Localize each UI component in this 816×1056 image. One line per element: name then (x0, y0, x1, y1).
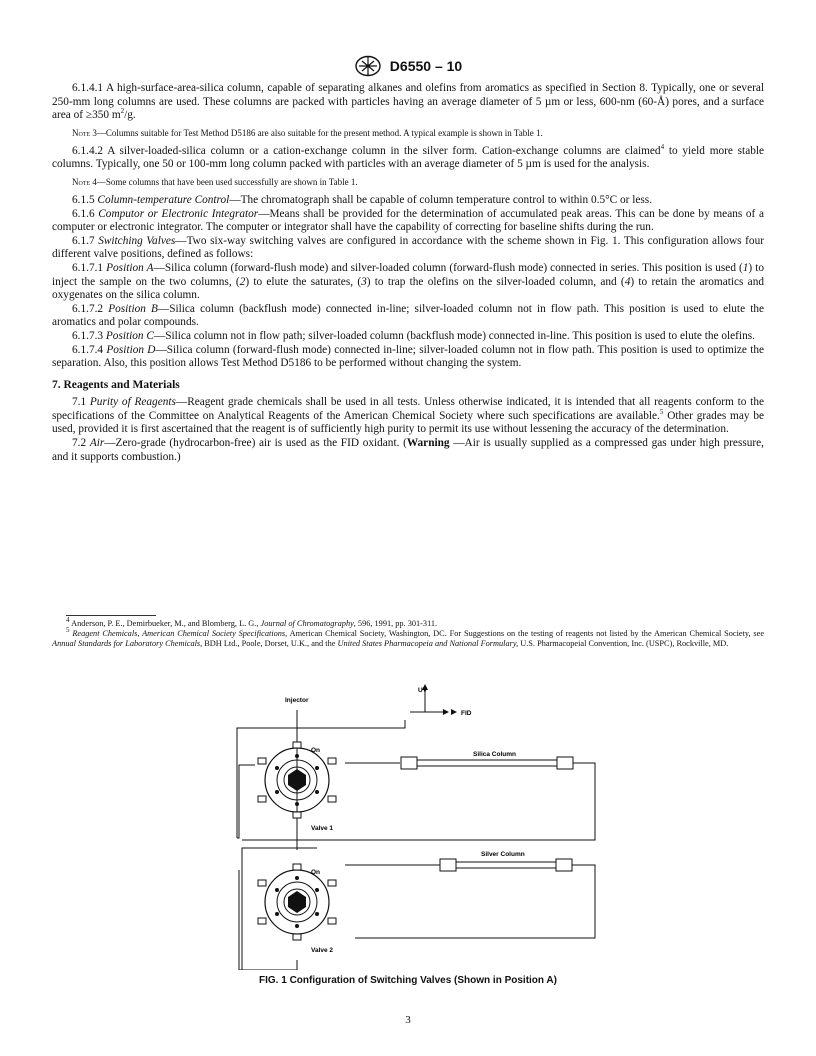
paragraph-6-1-7-3: 6.1.7.3 Position C—Silica column not in flow path; silver-loaded column (backflush mode) connected in-line. This position is used to elute the olefins. (72, 329, 755, 342)
paragraph-6-1-6: 6.1.6 Computor or Electronic Integrator—Means shall be provided for the determination of accumulated peak areas. This can be done by means of a computer or electronic integrator. The computer or integrator shall have the capability of correcting for baseline shifts during the run. (52, 207, 764, 234)
paragraph-6-1-7: 6.1.7 Switching Valves—Two six-way switching valves are configured in accordance with the scheme shown in Fig. 1. This configuration allows four different valve positions, defined as follows: (52, 234, 764, 261)
injector-label: Injector (285, 697, 309, 704)
paragraph-6-1-7-2: 6.1.7.2 Position B—Silica column (backflush mode) connected in-line; silver-loaded column not in flow path. This position is used to elute the aromatics and polar compounds. (52, 302, 765, 329)
flow-arrows (422, 684, 457, 715)
switching-valves-diagram (225, 680, 615, 970)
section-7-heading: 7. Reagents and Materials (52, 378, 180, 391)
page-header (0, 55, 816, 77)
footnote-rule (66, 615, 156, 616)
valve-2-icon (258, 864, 336, 940)
note-3: Note 3—Columns suitable for Test Method D5186 are also suitable for the present method. A typical example is shown in Table 1. (72, 127, 543, 138)
paragraph-6-1-4-2: 6.1.4.2 A silver-loaded-silica column or a cation-exchange column in the silver form. Cation-exchange columns are claimed$^4$ to yield more stable columns. Typically, one 50 or 100-mm long column packed with particles with an average diameter of 5 µm is used for the analysis. (52, 143, 765, 171)
valve-1-on-label: On (311, 747, 321, 754)
valve-1-label: Valve 1 (311, 825, 334, 832)
fid-label: FID (461, 710, 472, 717)
silica-column-label: Silica Column (473, 751, 516, 758)
footnote-4: $^4$ Anderson, P. E., Demirbueker, M., and Blomberg, L. G., Journal of Chromatography, 596, 1991, pp. 301-311. (66, 616, 438, 628)
footnote-5: $^5$ Reagent Chemicals, American Chemical Society Specifications, American Chemical Society, Washington, DC. For Suggestions on the testing of reagents not listed by the American Chemical Society, see Annual Standards for Laboratory Chemicals, BDH Ltd., Poole, Dorset, U.K., and the United States Pharmacopeia and National Formulary, U.S. Pharmacopeial Convention, Inc. (USPC), Rockville, MD. (52, 626, 764, 649)
valve-2-on-label: On (311, 869, 321, 876)
main-text (52, 82, 764, 464)
footnotes (52, 616, 764, 650)
page-number: 3 (405, 1014, 411, 1026)
valve-2-label: Valve 2 (311, 947, 334, 954)
paragraph-7-2: 7.2 Air—Zero-grade (hydrocarbon-free) air is used as the FID oxidant. (Warning —Air is usually supplied as a compressed gas under high pressure, and it supports combustion.) (52, 437, 764, 463)
uv-label: UV (418, 687, 428, 694)
paragraph-6-1-4-1: 6.1.4.1 A high-surface-area-silica column, capable of separating alkanes and olefins from aromatics as specified in Section 8. Typically, one or several 250-mm long columns are used. These columns are packed with particles having an average diameter of 5 µm or less, 600-nm (60-Å) pores, and a surface area of ≥350 $m^2/g$. (52, 82, 764, 122)
note-4: Note 4—Some columns that have been used successfully are shown in Table 1. (72, 176, 358, 187)
paragraph-6-1-5: 6.1.5 Column-temperature Control—The chromatograph shall be capable of column temperature control to within 0.5°C or less. (72, 193, 653, 206)
figure-caption: FIG. 1 Configuration of Switching Valves (Shown in Position A) (259, 975, 557, 986)
paragraph-6-1-7-1: 6.1.7.1 Position A—Silica column (forward-flush mode) and silver-loaded column (forward-flush mode) connected in series. This position is used (1) to inject the sample on the two columns, (2) to elute the saturates, (3) to trap the olefins on the silver-loaded column, and (4) to retain the aromatics and oxygenates on the silica column. (52, 261, 765, 302)
silver-column-label: Silver Column (481, 851, 525, 858)
paragraph-7-1: 7.1 Purity of Reagents—Reagent grade chemicals shall be used in all tests. Unless otherwise indicated, it is intended that all reagents conform to the specifications of the Committee on Analytical Reagents of the American Chemical Society where such specifications are available.$^5$ Other grades may be used, provided it is first ascertained that the reagent is of sufficiently high purity to permit its use without lessening the accuracy of the determination. (52, 396, 764, 436)
astm-logo-icon (354, 55, 382, 77)
standard-designation: D6550 – 10 (389, 58, 463, 74)
paragraph-6-1-7-4: 6.1.7.4 Position D—Silica column (forward-flush mode) connected in-line; silver-loaded column not in flow path. This position is used to optimize the separation. Also, this position allows Test Method D5186 to be performed without changing the system. (52, 343, 765, 370)
